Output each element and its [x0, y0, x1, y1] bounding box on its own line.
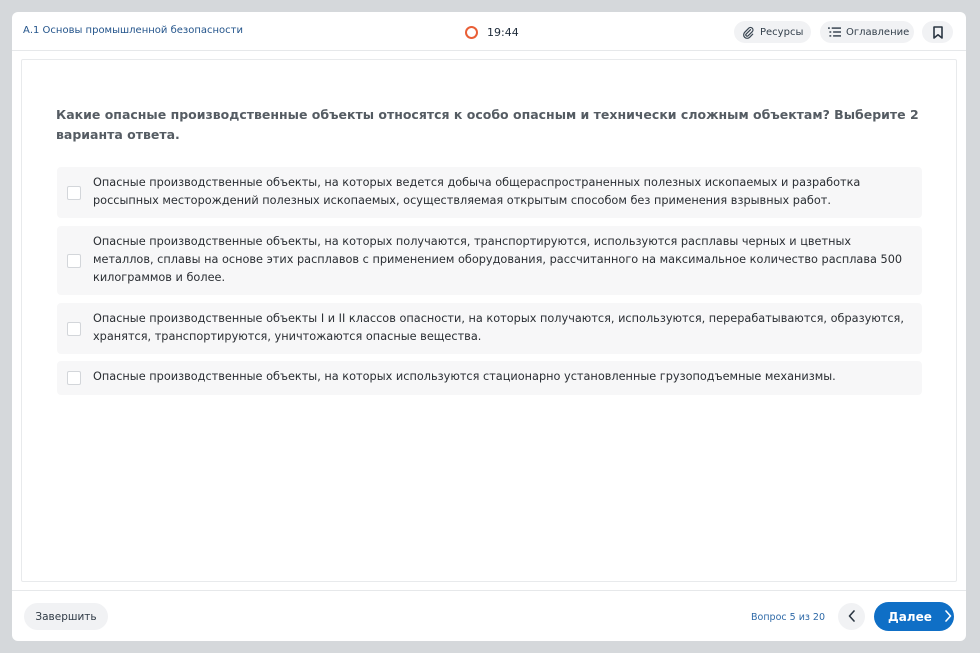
answer-checkbox[interactable]: [67, 254, 81, 268]
question-panel: [21, 59, 957, 582]
chevron-left-icon: [848, 607, 856, 626]
question-progress: Вопрос 5 из 20: [751, 612, 826, 623]
test-window: [12, 12, 966, 641]
answer-option[interactable]: [57, 361, 922, 395]
paperclip-icon: [742, 26, 755, 39]
answer-text: Опасные производственные объекты, на которых получаются, транспортируются, используются расплавы черных и цветных металлов, сплавы на основе этих расплавов с применением оборудования, рассчитанного на максимальное количество расплава 500 килограммов и более.: [93, 235, 903, 284]
answer-text: Опасные производственные объекты I и II классов опасности, на которых получаются, используются, перерабатываются, образуются, хранятся, транспортируются, уничтожаются опасные вещества.: [93, 312, 904, 343]
toc-label: Оглавление: [846, 26, 910, 38]
question-text: Какие опасные производственные объекты относятся к особо опасным и технически сложным объектам? Выберите 2 варианта ответа.: [56, 107, 919, 142]
previous-button[interactable]: [838, 603, 865, 630]
answer-option[interactable]: [57, 226, 922, 295]
bookmark-button[interactable]: [922, 21, 953, 43]
answer-text: Опасные производственные объекты, на которых используются стационарно установленные грузоподъемные механизмы.: [93, 370, 836, 383]
bookmark-icon: [933, 26, 943, 39]
next-button[interactable]: [874, 602, 954, 631]
answer-checkbox[interactable]: [67, 371, 81, 385]
list-icon: [828, 26, 841, 38]
answer-option[interactable]: [57, 167, 922, 218]
footer: [12, 590, 966, 641]
toc-button[interactable]: [820, 21, 914, 43]
answer-checkbox[interactable]: [67, 322, 81, 336]
course-title: А.1 Основы промышленной безопасности: [23, 25, 243, 36]
timer-ring-icon: [465, 26, 478, 39]
resources-label: Ресурсы: [760, 26, 804, 38]
timer: [465, 25, 519, 39]
resources-button[interactable]: [734, 21, 811, 43]
chevron-right-icon: [944, 607, 952, 626]
timer-value: 19:44: [487, 25, 519, 39]
answer-option[interactable]: [57, 303, 922, 354]
answer-checkbox[interactable]: [67, 186, 81, 200]
finish-button[interactable]: Завершить: [24, 603, 108, 630]
answer-text: Опасные производственные объекты, на которых ведется добыча общераспространенных полезных ископаемых и разработка россыпных месторождений полезных ископаемых, осуществляемая открытым способом без применения взрывных работ.: [93, 176, 861, 207]
header: [12, 12, 966, 51]
next-label: Далее: [888, 609, 932, 624]
